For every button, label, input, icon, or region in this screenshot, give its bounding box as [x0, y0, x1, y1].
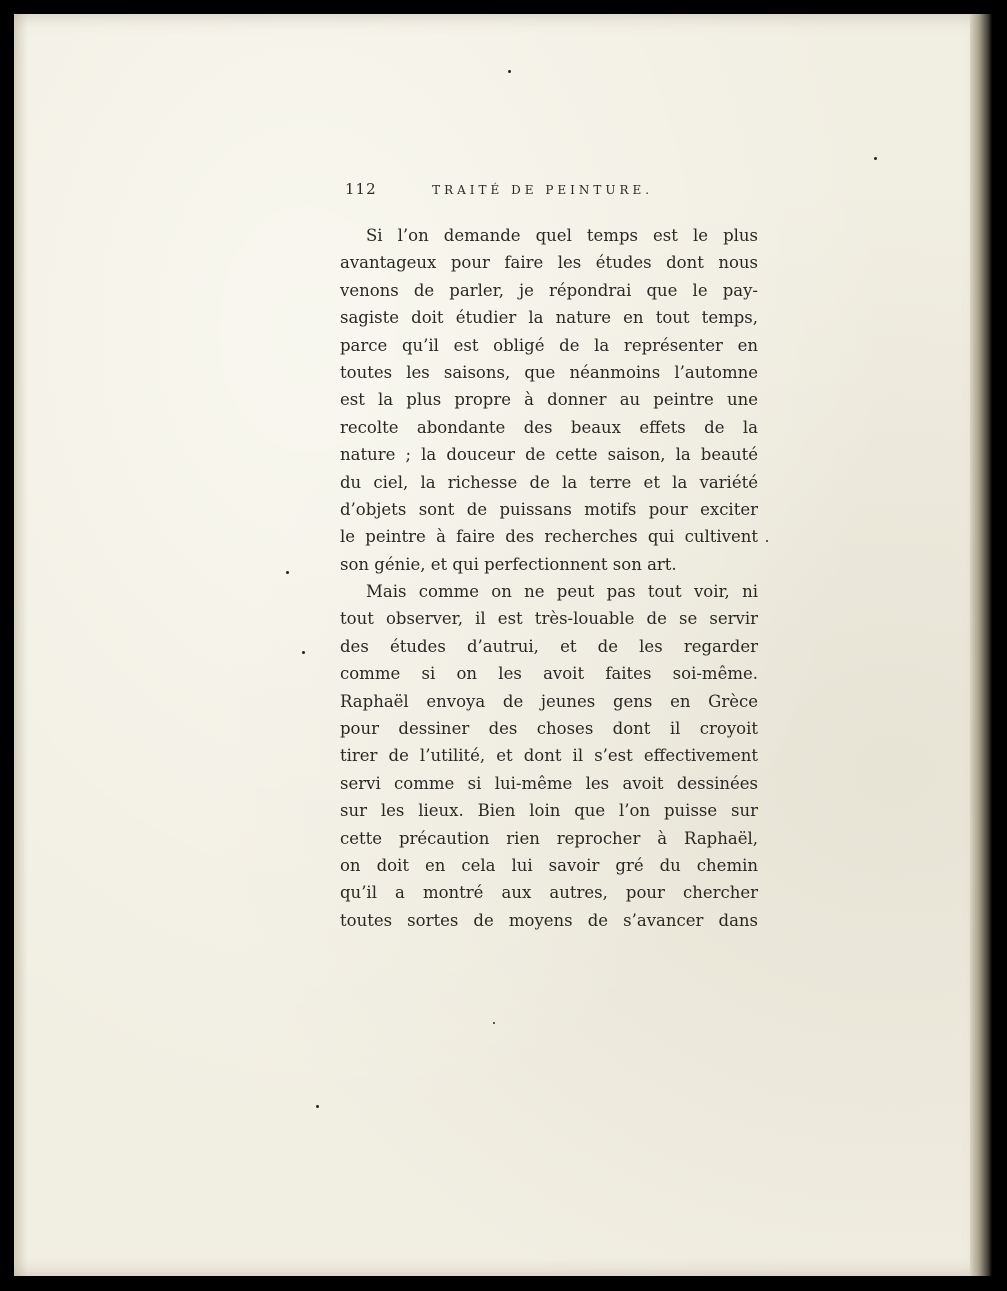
text-line: servi comme si lui-même les avoit dessinées — [340, 773, 758, 793]
running-header — [345, 180, 765, 198]
paragraph — [340, 578, 758, 934]
paragraph — [340, 222, 758, 578]
text-line: avantageux pour faire les études dont nous — [340, 253, 758, 273]
body-text — [340, 222, 758, 934]
text-line: qu’il a montré aux autres, pour chercher — [340, 883, 758, 903]
text-line: tirer de l’utilité, et dont il s’est effectivement — [340, 746, 758, 766]
text-line: toutes sortes de moyens de s’avancer dans — [340, 910, 758, 930]
text-line: on doit en cela lui savoir gré du chemin — [340, 855, 758, 875]
text-line: le peintre à faire des recherches qui cultivent — [340, 527, 758, 547]
text-line: cette précaution rien reprocher à Raphaël, — [340, 828, 758, 848]
text-line: d’objets sont de puissans motifs pour exciter — [340, 499, 758, 519]
page-number: 112 — [345, 180, 377, 198]
page-edge-shadow — [970, 14, 992, 1276]
text-line: des études d’autrui, et de les regarder — [340, 636, 758, 656]
text-line: du ciel, la richesse de la terre et la variété — [340, 472, 758, 492]
paper-speck — [493, 1022, 495, 1024]
text-line: toutes les saisons, que néanmoins l’automne — [340, 362, 758, 382]
text-line: recolte abondante des beaux effets de la — [340, 417, 758, 437]
text-line: sur les lieux. Bien loin que l’on puisse sur — [340, 801, 758, 821]
paper-speck — [286, 571, 289, 574]
text-line: nature ; la douceur de cette saison, la beauté — [340, 445, 758, 465]
text-line: sagiste doit étudier la nature en tout temps, — [340, 308, 758, 328]
paper-speck — [874, 157, 877, 160]
text-line: Si l’on demande quel temps est le plus — [366, 226, 758, 245]
page-gutter-shadow — [14, 14, 28, 1276]
text-line: son génie, et qui perfectionnent son art. — [340, 554, 677, 574]
text-line: parce qu’il est obligé de la représenter en — [340, 335, 758, 355]
paper-speck — [302, 651, 305, 654]
text-line: comme si on les avoit faites soi-même. — [340, 664, 758, 684]
text-line: Raphaël envoya de jeunes gens en Grèce — [340, 691, 758, 711]
text-line: est la plus propre à donner au peintre une — [340, 390, 758, 410]
text-line: tout observer, il est très-louable de se servir — [340, 609, 758, 629]
text-line: pour dessiner des choses dont il croyoit — [340, 719, 758, 739]
paper-speck — [508, 70, 511, 73]
running-title: TRAITÉ DE PEINTURE. — [432, 183, 654, 197]
paper-speck — [766, 540, 768, 542]
text-line: venons de parler, je répondrai que le pay- — [340, 280, 758, 300]
paper-speck — [316, 1105, 319, 1108]
text-line: Mais comme on ne peut pas tout voir, ni — [366, 582, 758, 602]
